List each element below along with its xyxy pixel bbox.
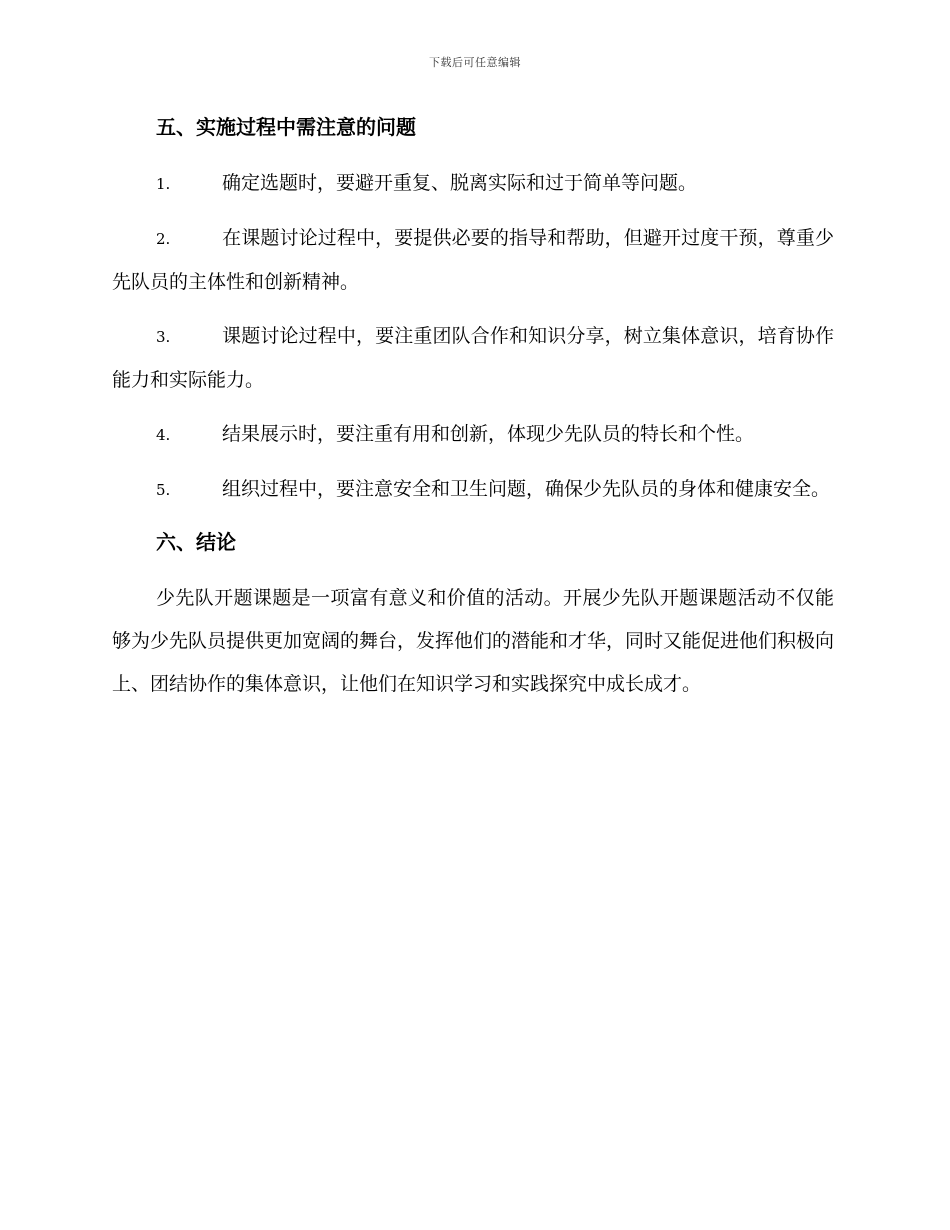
page-header: 下载后可任意编辑	[429, 56, 521, 69]
section-heading-5: 五、实施过程中需注意的问题	[156, 115, 416, 139]
list-item-text: 确定选题时，要避开重复、脱离实际和过于简单等问题。	[222, 172, 698, 194]
list-item	[112, 162, 834, 206]
document-body	[112, 108, 834, 717]
list-item-text: 组织过程中，要注意安全和卫生问题，确保少先队员的身体和健康安全。	[222, 478, 831, 500]
list-item	[112, 468, 834, 512]
list-item-number: 1.	[156, 175, 171, 193]
list-item	[112, 217, 834, 304]
list-item	[112, 315, 834, 402]
list-item-text: 结果展示时，要注重有用和创新，体现少先队员的特长和个性。	[222, 423, 755, 445]
list-item-number: 2.	[156, 230, 171, 248]
conclusion-paragraph: 少先队开题课题是一项富有意义和价值的活动。开展少先队开题课题活动不仅能够为少先队员提供更加宽阔的舞台，发挥他们的潜能和才华，同时又能促进他们积极向上、团结协作的集体意识，让他们在知识学习和实践探究中成长成才。	[112, 587, 835, 695]
section-heading-6: 六、结论	[156, 530, 236, 554]
list-item-number: 4.	[156, 426, 171, 444]
list-item	[112, 413, 834, 457]
list-item-text: 在课题讨论过程中，要提供必要的指导和帮助，但避开过度干预，尊重少先队员的主体性和创新精神。	[112, 227, 834, 293]
list-item-number: 5.	[156, 481, 171, 499]
list-item-text: 课题讨论过程中，要注重团队合作和知识分享，树立集体意识，培育协作能力和实际能力。	[112, 325, 834, 391]
list-item-number: 3.	[156, 328, 171, 346]
